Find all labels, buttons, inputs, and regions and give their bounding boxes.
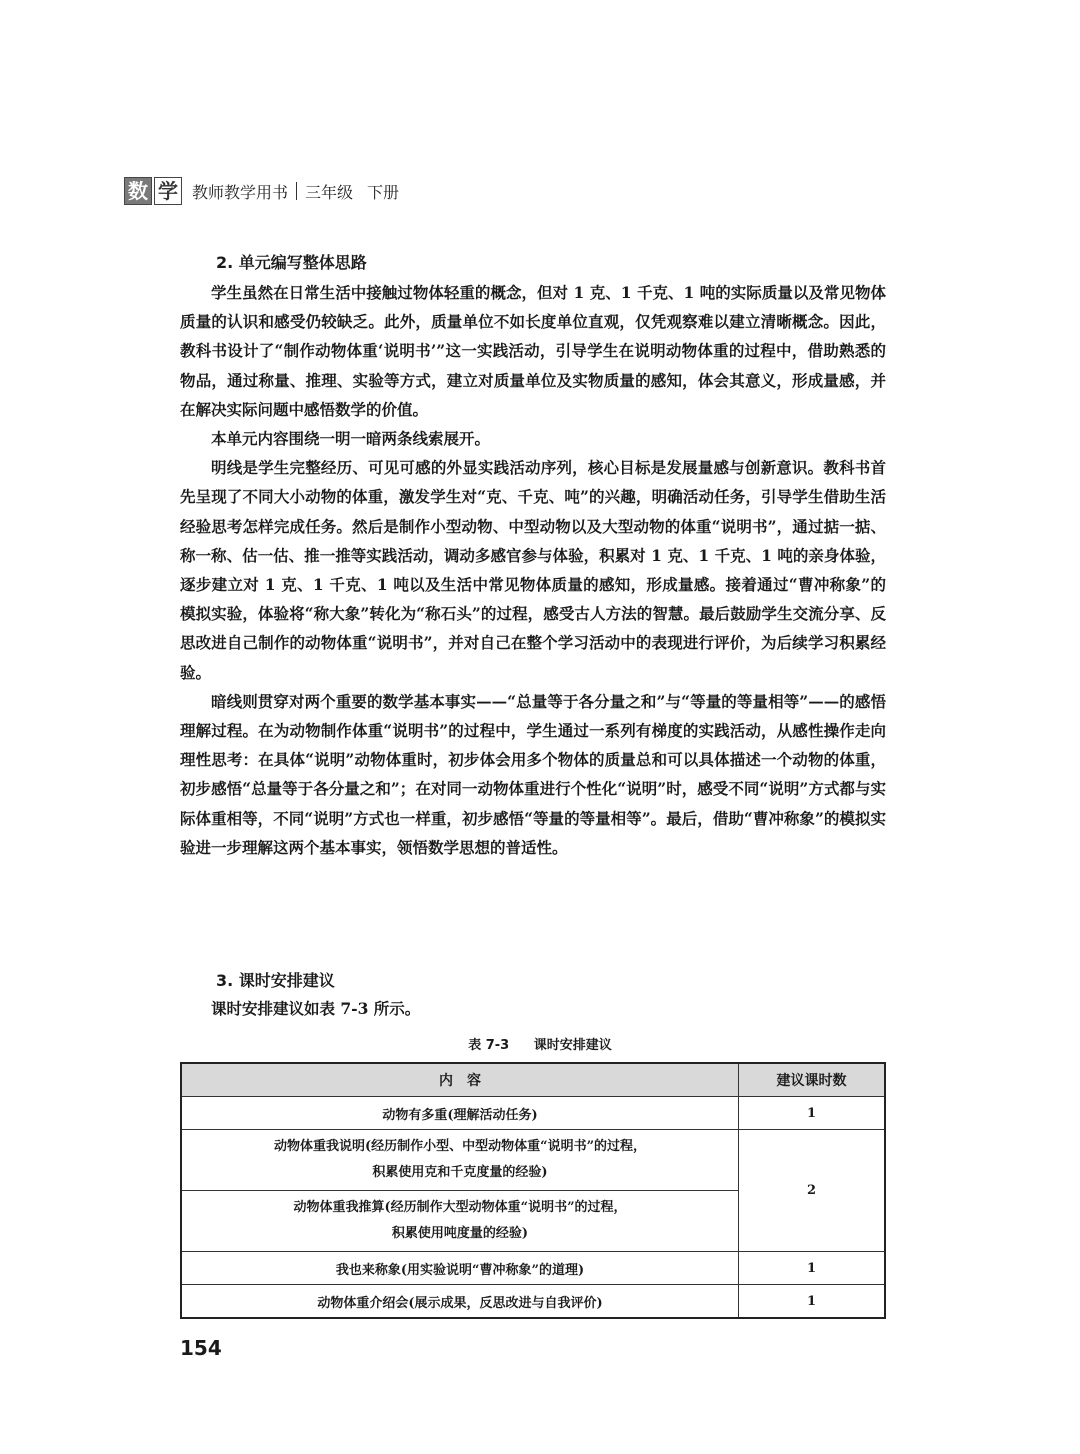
row-content: 我也来称象(用实验说明“曹冲称象”的道理) xyxy=(181,1252,739,1285)
grade-label: 三年级 xyxy=(305,182,354,202)
volume-label: 下册 xyxy=(367,182,400,202)
table-caption-label: 表 7-3 xyxy=(468,1038,510,1053)
page-number: 154 xyxy=(180,1336,222,1360)
row-content-line: 积累使用吨度量的经验) xyxy=(391,1226,529,1241)
row-content-line: 动物体重我推算(经历制作大型动物体重“说明书”的过程， xyxy=(293,1200,627,1215)
schedule-table xyxy=(180,1062,886,1319)
row-content-line: 积累使用克和千克度量的经验) xyxy=(372,1165,548,1180)
paragraph: 本单元内容围绕一明一暗两条线索展开。 xyxy=(211,429,491,449)
row-hours: 1 xyxy=(739,1097,886,1130)
subject-logo-char-1: 数 xyxy=(124,177,152,205)
section-2-title: 2. 单元编写整体思路 xyxy=(216,253,367,272)
header-content: 内 容 xyxy=(181,1063,739,1097)
table-caption-title: 课时安排建议 xyxy=(533,1038,612,1053)
header-divider xyxy=(296,182,297,200)
section-3-title: 3. 课时安排建议 xyxy=(216,971,335,990)
table-row xyxy=(181,1285,885,1319)
paragraph: 明线是学生完整经历、可见可感的外显实践活动序列，核心目标是发展量感与创新意识。教科书首先呈现了不同大小动物的体重，激发学生对“克、千克、吨”的兴趣，明确活动任务，引导学生借助生活经验思考怎样完成任务。然后是制作小型动物、中型动物以及大型动物的体重“说明书”，通过掂一掂、称一称、估一估、推一推等实践活动，调动多感官参与体验，积累对 1 克、1 千克、1 吨的亲身体验，逐步建立对 1 克、1 千克、1 吨以及生活中常见物体质量的感知，形成量感。接着通过“曹冲称象”的模拟实验，体验将“称大象”转化为“称石头”的过程，感受古人方法的智慧。最后鼓励学生交流分享、反思改进自己制作的动物体重“说明书”，并对自己在整个学习活动中的表现进行评价，为后续学习积累经验。 xyxy=(180,458,886,682)
paragraph: 学生虽然在日常生活中接触过物体轻重的概念，但对 1 克、1 千克、1 吨的实际质量以及常见物体质量的认识和感受仍较缺乏。此外，质量单位不如长度单位直观，仅凭观察难以建立清晰概念。因此，教科书设计了“制作动物体重‘说明书’”这一实践活动，引导学生在说明动物体重的过程中，借助熟悉的物品，通过称量、推理、实验等方式，建立对质量单位及实物质量的感知，体会其意义，形成量感，并在解决实际问题中感悟数学的价值。 xyxy=(180,283,886,419)
running-header xyxy=(124,176,399,206)
row-content xyxy=(181,1191,739,1252)
row-content: 动物体重介绍会(展示成果，反思改进与自我评价) xyxy=(181,1285,739,1319)
row-content-line: 动物体重我说明(经历制作小型、中型动物体重“说明书”的过程， xyxy=(273,1139,647,1154)
paragraph: 暗线则贯穿对两个重要的数学基本事实——“总量等于各分量之和”与“等量的等量相等”——的感悟理解过程。在为动物制作体重“说明书”的过程中，学生通过一系列有梯度的实践活动，从感性操作走向理性思考：在具体“说明”动物体重时，初步体会用多个物体的质量总和可以具体描述一个动物的体重，初步感悟“总量等于各分量之和”；在对同一动物体重进行个性化“说明”时，感受不同“说明”方式都与实际体重相等，不同“说明”方式也一样重，初步感悟“等量的等量相等”。最后，借助“曹冲称象”的模拟实验进一步理解这两个基本事实，领悟数学思想的普适性。 xyxy=(180,691,886,857)
row-hours: 1 xyxy=(739,1285,886,1319)
subject-logo-char-2: 学 xyxy=(154,177,182,205)
section-2-body xyxy=(180,278,886,862)
row-content: 动物有多重(理解活动任务) xyxy=(181,1097,739,1130)
table-row xyxy=(181,1097,885,1130)
table-header-row xyxy=(181,1063,885,1097)
table-row xyxy=(181,1130,885,1191)
paragraph: 课时安排建议如表 7-3 所示。 xyxy=(211,999,421,1018)
header-hours: 建议课时数 xyxy=(739,1063,886,1097)
table-caption xyxy=(0,1034,1080,1053)
row-content xyxy=(181,1130,739,1191)
book-title: 教师教学用书 xyxy=(192,182,289,202)
section-3-body xyxy=(180,994,886,1023)
row-hours: 1 xyxy=(739,1252,886,1285)
row-hours: 2 xyxy=(739,1130,886,1252)
table-row xyxy=(181,1252,885,1285)
